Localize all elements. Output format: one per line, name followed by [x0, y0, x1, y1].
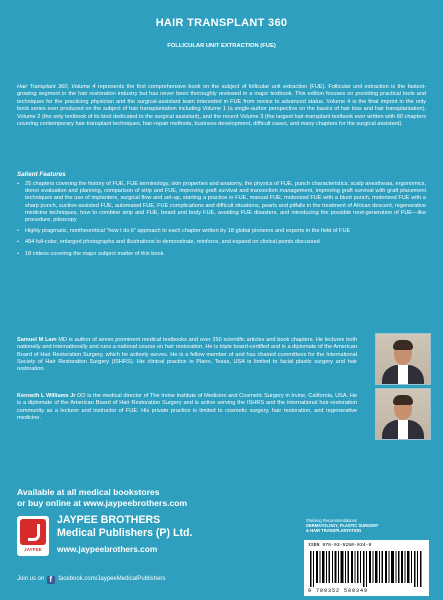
- barcode-panel: [304, 540, 429, 596]
- intro-italic-lead: Hair Transplant 360, Volume 4: [17, 84, 96, 90]
- feature-text: Highly pragmatic, nontheoretical “how I do it” approach to each chapter written by 18 global pioneers and experts in the field of FUE: [25, 228, 351, 235]
- isbn-label: ISBN 978-93-5250-034-9: [308, 543, 372, 548]
- book-title: HAIR TRANSPLANT 360: [155, 17, 288, 29]
- barcode-icon: [310, 551, 422, 587]
- author-photo-lam: [375, 333, 431, 385]
- bullet-icon: •: [17, 181, 19, 187]
- author-name: Samuel M Lam: [17, 337, 57, 343]
- shelving-heading: Shelving Recommendations: [306, 518, 357, 523]
- shelving-line-1: DERMATOLOGY, PLASTIC SURGERY: [306, 523, 379, 528]
- author-name: Kenneth L Williams Jr: [17, 393, 76, 399]
- facebook-icon: [47, 576, 55, 584]
- feature-text: 18 videos covering the major subject matter of this book.: [25, 250, 165, 257]
- author-photo-williams: [375, 388, 431, 440]
- intro-paragraph: [17, 84, 426, 128]
- salient-features-heading: Salient Features: [17, 171, 66, 178]
- author-bio-text: is the medical director of The Irvine Institute of Medicine and Cosmetic Surgery in Irvine, California, USA. He is a diplomate of the American Board of Hair Restoration Surgery and is active serving the ISHRS and the international hair-restoration community as a lecturer and instructor of FUE. His private practice is limited to cosmetic surgery, hair restoration, and regenerative medicine.: [17, 393, 357, 421]
- intro-text: represents the first comprehensive book on the subject of follicular unit extraction (FUE). Follicular unit extraction is the fastest-growing segment in the hair restoration industry but has never been thoroughly reviewed in a major textbook. This edition focuses on providing practical tools and techniques for the practicing physician and the surgical-assistant team interested in FUE from novice to advanced status. Volume 4 is the final imprint in the only book series ever produced on the subject of hair transplantation including Volume 1 (a single-author perspective on the basics of hair loss and hair transplantation), Volume 2 (the only textbook of its kind dedicated to the surgical assistant), and the recent Volume 3 (the largest hair-transplant textbook ever written with 80 chapters covering contemporary hair-transplant techniques, hair-repair methods, business development, difficult cases, and many chapters for the surgical assistant).: [17, 84, 426, 128]
- bullet-icon: •: [17, 228, 19, 235]
- author-bio-lam: [17, 337, 357, 373]
- bullet-icon: •: [17, 250, 19, 257]
- availability-line-2: or buy online at www.jaypeebrothers.com: [17, 498, 188, 508]
- barcode-digits: 9 789352 500349: [308, 588, 369, 594]
- publisher-name: [57, 514, 192, 540]
- author-credentials: MD: [56, 337, 68, 343]
- feature-item: [17, 181, 426, 224]
- publisher-name-line-2: Medical Publishers (P) Ltd.: [57, 527, 193, 539]
- publisher-name-line-1: JAYPEE BROTHERS: [57, 514, 161, 526]
- feature-text: 25 chapters covering the history of FUE, FUE terminology, skin properties and anatomy, the physics of FUE, punch characteristics, scalp anesthesia, ergonomics, donor evaluation and planning, comparison of strip and FUE, improving graft survival and transection management, improving graft survival with graft placement techniques and the use of implanters, surgical flow and set-up, starting a practice in FUE, manual FUE, motorized FUE with a blunt punch, motorized FUE with a sharp punch, suction-assisted FUE, automated FUE, FUE complications and difficult situations, pearls and pitfalls in the treatment of African descent, regenerative medicine techniques, how to combine strip and FUE, beard and body FUE, avoiding FUE disasters, and introducing the possible next-generation of FUE—like procedure, piloscopy: [25, 181, 426, 224]
- feature-text: 484 full-color, enlarged photographs and illustrations to demonstrate, reinforce, and expand on clinical points discussed: [25, 239, 320, 246]
- jaypee-logo-icon: [17, 516, 49, 556]
- social-prefix: Join us on: [17, 576, 45, 582]
- availability-line-1: Available at all medical bookstores: [17, 487, 160, 497]
- salient-features-list: [17, 181, 426, 262]
- feature-item: [17, 239, 426, 246]
- facebook-link[interactable]: facebook.com/JaypeeMedicalPublishers: [58, 576, 166, 582]
- author-bio-williams: [17, 393, 357, 422]
- social-row: [17, 575, 165, 584]
- publisher-url[interactable]: www.jaypeebrothers.com: [57, 544, 158, 554]
- shelving-recommendations: [306, 518, 436, 533]
- bullet-icon: •: [17, 239, 19, 246]
- book-subtitle: FOLLICULAR UNIT EXTRACTION (FUE): [167, 43, 276, 49]
- author-credentials: DO: [75, 393, 86, 399]
- publisher-block: [17, 513, 277, 563]
- author-bio-text: is author of seven prominent medical textbooks and over 250 scientific articles and book chapters. He lectures both nationally and internationally and runs a national course on hair restoration. He is triple board-certified and is a diplomate of the American Board of Hair Restoration Surgery, which he actively serves. He is a fellow member of and has chaired committees for the International Society of Hair Restoration Surgery (ISHRS). His clinical practice in Plano, Texas, USA is limited to facial plastic surgery and hair restoration.: [17, 337, 357, 373]
- logo-word: JAYPEE: [24, 547, 42, 552]
- shelving-line-2: & HAIR TRANSPLANTATION: [306, 528, 362, 533]
- availability-block: [17, 487, 217, 509]
- feature-item: [17, 251, 426, 258]
- feature-item: [17, 228, 426, 235]
